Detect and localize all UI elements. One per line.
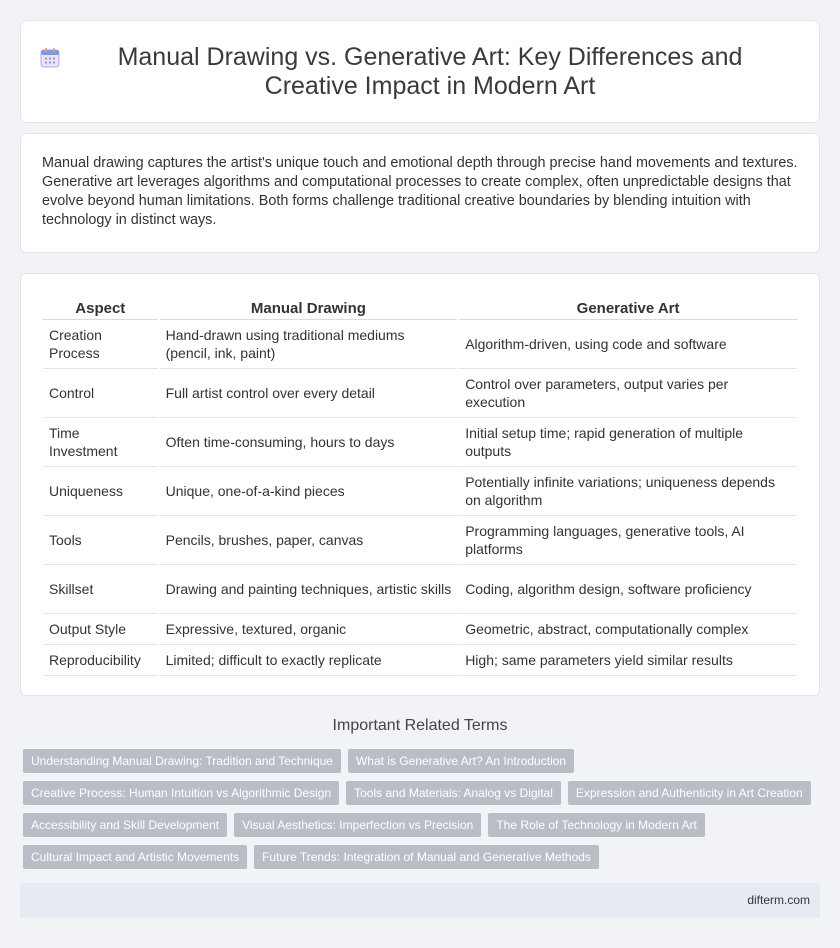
table-cell: Skillset: [43, 565, 158, 614]
related-term-tag[interactable]: Creative Process: Human Intuition vs Algorithmic Design: [23, 781, 339, 805]
footer-site-link[interactable]: difterm.com: [747, 893, 810, 907]
calendar-icon: [39, 47, 61, 69]
column-header-manual-drawing: Manual Drawing: [160, 296, 458, 320]
table-header-row: [43, 296, 797, 320]
table-cell: Control: [43, 369, 158, 418]
footer-bar: [20, 883, 820, 918]
table-row: [43, 516, 797, 565]
table-cell: Uniqueness: [43, 467, 158, 516]
table-cell: Programming languages, generative tools, AI platforms: [459, 516, 797, 565]
related-term-tag[interactable]: The Role of Technology in Modern Art: [488, 813, 705, 837]
table-cell: Full artist control over every detail: [160, 369, 458, 418]
table-cell: Time Investment: [43, 418, 158, 467]
related-term-tag[interactable]: Tools and Materials: Analog vs Digital: [346, 781, 561, 805]
table-cell: Initial setup time; rapid generation of multiple outputs: [459, 418, 797, 467]
table-cell: Algorithm-driven, using code and software: [459, 320, 797, 369]
table-cell: Hand-drawn using traditional mediums (pencil, ink, paint): [160, 320, 458, 369]
intro-card: [20, 133, 820, 253]
intro-paragraph: Manual drawing captures the artist's unique touch and emotional depth through precise hand movements and textures. Generative art leverages algorithms and computational processes to create complex, often unpredictable designs that evolve beyond human limitations. Both forms challenge traditional creative boundaries by blending intuition with technology in distinct ways.: [42, 155, 798, 228]
table-cell: Tools: [43, 516, 158, 565]
table-cell: Coding, algorithm design, software proficiency: [459, 565, 797, 614]
related-term-tag[interactable]: Understanding Manual Drawing: Tradition and Technique: [23, 749, 341, 773]
related-term-tag[interactable]: Visual Aesthetics: Imperfection vs Precision: [234, 813, 481, 837]
table-row: [43, 369, 797, 418]
table-cell: Limited; difficult to exactly replicate: [160, 645, 458, 676]
table-cell: Geometric, abstract, computationally complex: [459, 614, 797, 645]
table-cell: Creation Process: [43, 320, 158, 369]
table-row: [43, 565, 797, 614]
table-cell: Often time-consuming, hours to days: [160, 418, 458, 467]
table-row: [43, 645, 797, 676]
column-header-generative-art: Generative Art: [459, 296, 797, 320]
related-term-tag[interactable]: Accessibility and Skill Development: [23, 813, 227, 837]
table-row: [43, 320, 797, 369]
table-cell: Expressive, textured, organic: [160, 614, 458, 645]
header-card: [20, 20, 820, 123]
table-cell: Output Style: [43, 614, 158, 645]
related-term-tag[interactable]: Future Trends: Integration of Manual and Generative Methods: [254, 845, 599, 869]
table-cell: High; same parameters yield similar results: [459, 645, 797, 676]
table-cell: Potentially infinite variations; uniqueness depends on algorithm: [459, 467, 797, 516]
related-term-tag[interactable]: What is Generative Art? An Introduction: [348, 749, 574, 773]
table-cell: Pencils, brushes, paper, canvas: [160, 516, 458, 565]
table-cell: Reproducibility: [43, 645, 158, 676]
table-row: [43, 418, 797, 467]
table-row: [43, 467, 797, 516]
table-row: [43, 614, 797, 645]
related-term-tag[interactable]: Expression and Authenticity in Art Creation: [568, 781, 811, 805]
related-terms-title: Important Related Terms: [332, 717, 508, 734]
table-cell: Drawing and painting techniques, artistic skills: [160, 565, 458, 614]
comparison-table: [41, 296, 799, 676]
related-terms-list: [23, 749, 823, 877]
table-cell: Control over parameters, output varies per execution: [459, 369, 797, 418]
column-header-aspect: Aspect: [43, 296, 158, 320]
table-cell: Unique, one-of-a-kind pieces: [160, 467, 458, 516]
page-title: Manual Drawing vs. Generative Art: Key Differences and Creative Impact in Modern Art: [117, 43, 743, 100]
related-term-tag[interactable]: Cultural Impact and Artistic Movements: [23, 845, 247, 869]
comparison-table-card: [20, 273, 820, 696]
